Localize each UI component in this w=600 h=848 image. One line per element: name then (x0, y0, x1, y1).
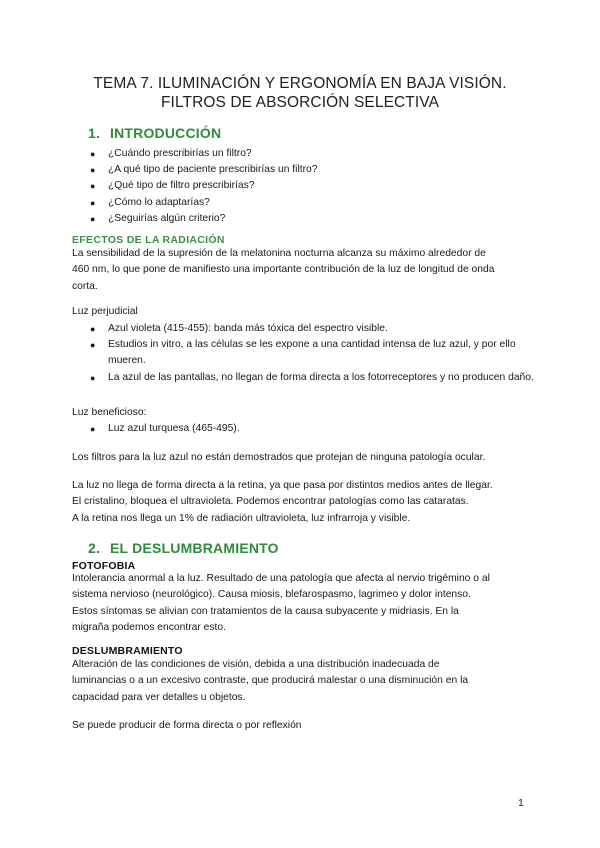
efectos-heading: EFECTOS DE LA RADIACIÓN (72, 234, 225, 246)
page-number: 1 (518, 797, 524, 809)
reflexion-note: Se puede producir de forma directa o por reflexión (72, 720, 302, 731)
list-item: ● La azul de las pantallas, no llegan de forma directa a los fotorreceptores y no producen daño. (90, 370, 540, 386)
list-item: ● Azul violeta (415-455): banda más tóxica del espectro visible. (90, 321, 540, 337)
section-2-number: 2. (88, 540, 101, 556)
title-line-2: FILTROS DE ABSORCIÓN SELECTIVA (160, 94, 440, 111)
document-title (0, 74, 600, 112)
bullet-icon: ● (90, 197, 96, 208)
beneficioso-label: Luz beneficioso: (72, 407, 147, 418)
list-item: ● ¿Qué tipo de filtro prescribirías? (90, 178, 318, 194)
title-line-1: TEMA 7. ILUMINACIÓN Y ERGONOMÍA EN BAJA VISIÓN. (93, 75, 507, 92)
fotofobia-paragraph: Intolerancia anormal a la luz. Resultado de una patología que afecta al nervio trigémino o al sistema nervioso (neurológico). Causa miosis, blefarospasmo, lagrimeo y dolor intenso. Estos síntomas se alivian con tratamientos de la causa subyacente y midriasis. En la migraña podemos encontrar esto. (72, 573, 490, 634)
list-item: ● Estudios in vitro, a las células se les expone a una cantidad intensa de luz azul, y por ello mueren. (90, 339, 516, 367)
deslumbramiento-paragraph: Alteración de las condiciones de visión, debida a una distribución inadecuada de luminancias o a un excesivo contraste, que producirá malestar o una disminución en la capacidad para ver detalles u objetos. (72, 659, 469, 703)
perjudicial-label: Luz perjudicial (72, 306, 138, 317)
bullet-icon: ● (90, 424, 96, 434)
list-item: ● ¿Seguirías algún criterio? (90, 211, 318, 227)
bullet-icon: ● (90, 165, 96, 176)
bullet-icon: ● (90, 181, 96, 192)
ultravioleta-paragraph: La luz no llega de forma directa a la retina, ya que pasa por distintos medios antes de llegar. El cristalino, bloquea el ultravioleta. Podemos encontrar patologías como las cataratas. A la retina nos llega un 1% de radiación ultravioleta, luz infrarroja y visible. (72, 480, 493, 524)
section-2-label: EL DESLUMBRAMIENTO (110, 540, 279, 556)
bullet-icon: ● (90, 213, 96, 224)
deslumbramiento-heading: DESLUMBRAMIENTO (72, 645, 183, 657)
list-item: ● Luz azul turquesa (465-495). (90, 421, 540, 437)
list-item: ● ¿Cómo lo adaptarías? (90, 195, 318, 211)
bullet-icon: ● (90, 149, 96, 159)
bullet-icon: ● (90, 340, 96, 351)
filtros-paragraph: Los filtros para la luz azul no están demostrados que protejan de ninguna patología ocular. (72, 452, 486, 463)
section-2-heading (88, 540, 279, 556)
bullet-icon: ● (90, 372, 96, 383)
intro-question-list (90, 146, 318, 227)
perjudicial-list (90, 321, 540, 386)
fotofobia-heading: FOTOFOBIA (72, 560, 136, 572)
bullet-icon: ● (90, 324, 96, 334)
section-1-label: INTRODUCCIÓN (110, 125, 222, 141)
beneficioso-list (90, 421, 540, 437)
melatonina-paragraph: La sensibilidad de la supresión de la melatonina nocturna alcanza su máximo alrededor de 460 nm, lo que pone de manifiesto una importante contribución de la luz de longitud de onda corta. (72, 248, 495, 292)
section-1-heading (88, 125, 221, 141)
list-item: ● ¿Cuándo prescribirías un filtro? (90, 146, 318, 162)
list-item: ● ¿A qué tipo de paciente prescribirías un filtro? (90, 162, 318, 178)
section-1-number: 1. (88, 125, 101, 141)
